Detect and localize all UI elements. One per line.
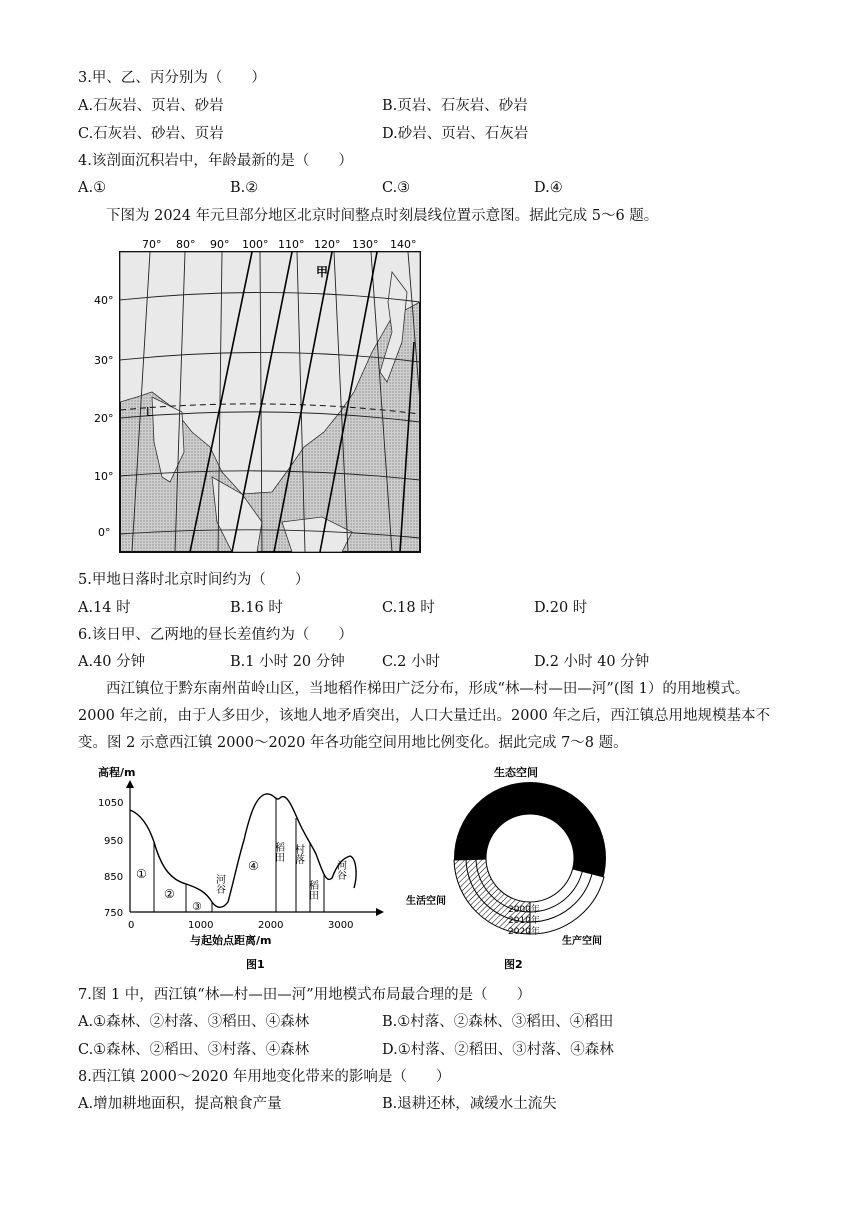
fig2-prod-label: 生产空间 [562,936,602,947]
q3-option-a: A.石灰岩、页岩、砂岩 [78,98,224,114]
terminator-map [92,232,432,562]
intro-5-6: 下图为 2024 年元旦部分地区北京时间整点时刻晨线位置示意图。据此完成 5～6 题。 [106,208,659,224]
fig1-ytick-950: 950 [104,836,124,847]
q6-stem: 6.该日甲、乙两地的昼长差值约为（ ） [78,627,353,643]
lat-label-0: 0° [98,526,111,539]
q6-option-b: B.1 小时 20 分钟 [230,654,345,670]
q3-option-d: D.砂岩、页岩、石灰岩 [382,126,529,142]
q7-option-c: C.①森林、②稻田、③村落、④森林 [78,1042,310,1058]
fig2-year-2000: 2000年 [508,905,540,915]
q3-option-b: B.页岩、石灰岩、砂岩 [382,98,528,114]
fig1-xtick-2000: 2000 [258,920,284,931]
fig2-year-2020: 2020年 [508,927,540,937]
fig1-label-rice-1: 稻田 [272,842,284,862]
q8-option-b: B.退耕还林，减缓水土流失 [382,1096,557,1112]
lat-label-10: 10° [94,470,114,483]
fig1-label-valley-1: 河谷 [213,874,225,894]
q6-option-c: C.2 小时 [382,654,441,670]
q4-option-a: A.① [78,180,107,196]
lon-label-80: 80° [176,238,196,251]
q5-option-d: D.20 时 [534,600,588,616]
lon-label-110: 110° [278,238,305,251]
fig1-caption: 图1 [246,958,265,971]
q4-option-b: B.② [230,180,259,196]
lon-label-100: 100° [242,238,269,251]
q4-option-d: D.④ [534,180,563,196]
q5-option-c: C.18 时 [382,600,435,616]
figure-2-rings [404,762,634,974]
intro-7-8: 西江镇位于黔东南州苗岭山区，当地稻作梯田广泛分布，形成“林—村—田—河”(图 1）的用地模式。2000 年之前，由于人多田少，该地人地矛盾突出，人口大量迁出。2000 年之后，西江镇总用地规模基本不变。图 2 示意西江镇 2000～2020 年各功能空间用地比例变化。据此完成 7～8 题。 [78,681,771,751]
lat-label-20: 20° [94,412,114,425]
fig1-xtick-3000: 3000 [328,920,354,931]
q5-stem: 5.甲地日落时北京时间约为（ ） [78,572,310,588]
fig1-label-2: ② [164,887,175,901]
fig1-label-3: ③ [192,900,202,913]
q3-stem: 3.甲、乙、丙分别为（ ） [78,70,266,86]
fig1-ytick-750: 750 [104,908,124,919]
figure-1-profile [88,762,388,974]
lat-label-30: 30° [94,354,114,367]
fig2-eco-label: 生态空间 [494,766,538,779]
fig2-life-label: 生活空间 [406,896,446,907]
q7-option-b: B.①村落、②森林、③稻田、④稻田 [382,1014,614,1030]
lon-label-90: 90° [210,238,230,251]
point-label-jia: 甲 [316,265,329,279]
fig1-label-1: ① [136,867,147,881]
q7-option-a: A.①森林、②村落、③稻田、④森林 [78,1014,310,1030]
fig1-ylabel: 高程/m [98,766,136,779]
q8-option-a: A.增加耕地面积，提高粮食产量 [78,1096,282,1112]
q3-option-c: C.石灰岩、砂岩、页岩 [78,126,224,142]
fig1-xtick-0: 0 [128,920,135,931]
lon-label-70: 70° [142,238,162,251]
q6-option-d: D.2 小时 40 分钟 [534,654,650,670]
q6-option-a: A.40 分钟 [78,654,146,670]
fig2-caption: 图2 [504,958,523,971]
q4-stem: 4.该剖面沉积岩中，年龄最新的是（ ） [78,153,353,169]
q5-option-a: A.14 时 [78,600,131,616]
q5-option-b: B.16 时 [230,600,283,616]
fig1-ytick-1050: 1050 [98,798,124,809]
fig1-label-4: ④ [248,859,259,873]
q4-option-c: C.③ [382,180,411,196]
lon-label-140: 140° [390,238,417,251]
fig1-xtick-1000: 1000 [188,920,214,931]
lon-label-130: 130° [352,238,379,251]
q8-stem: 8.西江镇 2000～2020 年用地变化带来的影响是（ ） [78,1069,451,1085]
fig1-xlabel: 与起始点距离/m [190,934,272,947]
lat-label-40: 40° [94,294,114,307]
fig1-label-valley-2: 河谷 [334,860,346,880]
q7-stem: 7.图 1 中，西江镇“林—村—田—河”用地模式布局最合理的是（ ） [78,987,532,1003]
fig1-label-rice-2: 稻田 [306,880,318,900]
lon-label-120: 120° [314,238,341,251]
fig2-year-2010: 2010年 [508,916,540,926]
line-label: L [146,405,153,419]
q7-option-d: D.①村落、②稻田、③村落、④森林 [382,1042,614,1058]
fig1-label-village: 村落 [292,844,304,864]
fig1-ytick-850: 850 [104,872,124,883]
